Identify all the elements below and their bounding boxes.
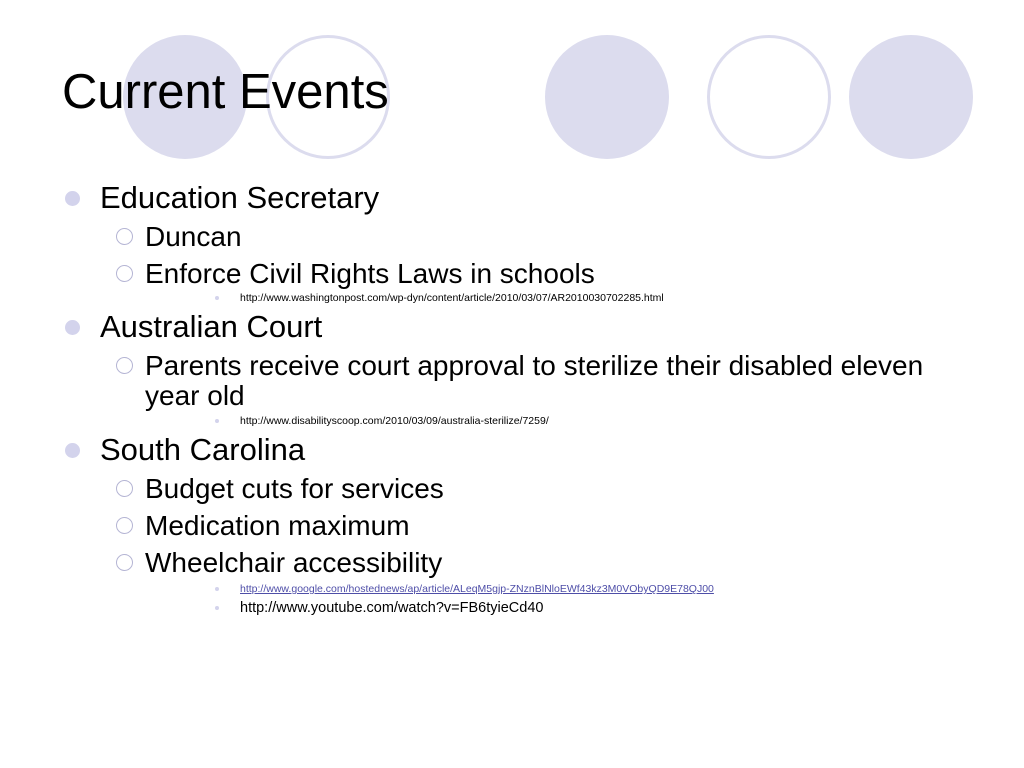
subbullet-enforce-civil-rights: Enforce Civil Rights Laws in schools	[145, 258, 595, 289]
subbullet-parents-court-approval: Parents receive court approval to sterilize their disabled eleven year old	[145, 351, 945, 411]
link-washingtonpost: http://www.washingtonpost.com/wp-dyn/content/article/2010/03/07/AR2010030702285.html	[240, 292, 664, 304]
link-disabilityscoop: http://www.disabilityscoop.com/2010/03/09/australia-sterilize/7259/	[240, 415, 549, 427]
bullet-south-carolina: South Carolina	[100, 432, 306, 467]
link-google-hostednews[interactable]: http://www.google.com/hostednews/ap/article/ALeqM5gjp-ZNznBlNloEWf43kz3M0VObyQD9E78QJ00	[240, 583, 714, 595]
subbullet-medication-maximum: Medication maximum	[145, 510, 410, 541]
bullet-australian-court: Australian Court	[100, 309, 323, 344]
subbullet-duncan: Duncan	[145, 221, 242, 252]
subbullet-budget-cuts: Budget cuts for services	[145, 473, 444, 504]
subbullet-wheelchair-accessibility: Wheelchair accessibility	[145, 547, 443, 578]
slide-title: Current Events	[62, 65, 389, 119]
link-youtube: http://www.youtube.com/watch?v=FB6tyieCd40	[240, 600, 544, 616]
bullet-education-secretary: Education Secretary	[100, 180, 380, 215]
